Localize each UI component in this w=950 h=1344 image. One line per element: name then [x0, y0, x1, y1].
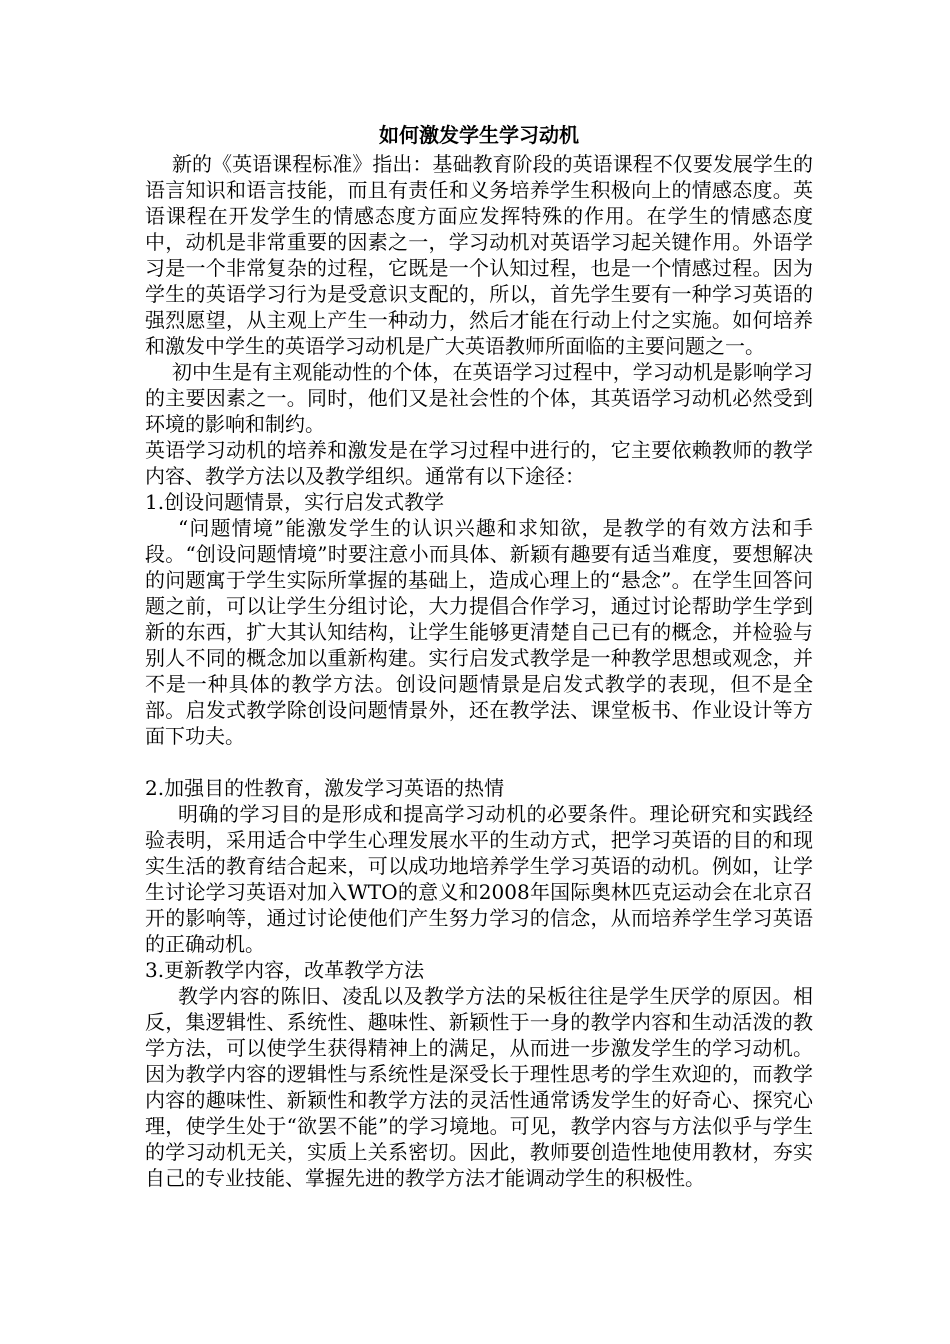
paragraph-junior-students: 初中生是有主观能动性的个体，在英语学习过程中，学习动机是影响学习的主要因素之一。同时，他们又是社会性的个体，其英语学习动机必然受到环境的影响和制约。	[145, 360, 813, 436]
blank-line	[145, 749, 813, 775]
document-page	[145, 121, 813, 1191]
paragraph-approaches: 英语学习动机的培养和激发是在学习过程中进行的，它主要依赖教师的教学内容、教学方法以及教学组织。通常有以下途径：	[145, 438, 813, 488]
paragraph-problem-situation: “问题情境”能激发学生的认识兴趣和求知欲，是教学的有效方法和手段。“创设问题情境”时要注意小而具体、新颖有趣要有适当难度，要想解决的问题寓于学生实际所掌握的基础上，造成心理上的“悬念”。在学生回答问题之前，可以让学生分组讨论，大力提倡合作学习，通过讨论帮助学生学到新的东西，扩大其认知结构，让学生能够更清楚自己已有的概念，并检验与别人不同的概念加以重新构建。实行启发式教学是一种教学思想或观念，并不是一种具体的教学方法。创设问题情景是启发式教学的表现，但不是全部。启发式教学除创设问题情景外，还在教学法、课堂板书、作业设计等方面下功夫。	[145, 516, 813, 748]
paragraph-teaching-content: 教学内容的陈旧、凌乱以及教学方法的呆板往往是学生厌学的原因。相反，集逻辑性、系统性、趣味性、新颖性于一身的教学内容和生动活泼的教学方法，可以使学生获得精神上的满足，从而进一步激发学生的学习动机。因为教学内容的逻辑性与系统性是深受长于理性思考的学生欢迎的，而教学内容的趣味性、新颖性和教学方法的灵活性通常诱发学生的好奇心、探究心理，使学生处于“欲罢不能”的学习境地。可见，教学内容与方法似乎与学生的学习动机无关，实质上关系密切。因此，教师要创造性地使用教材，夯实自己的专业技能、掌握先进的教学方法才能调动学生的积极性。	[145, 984, 813, 1190]
section-heading-2: 2.加强目的性教育，激发学习英语的热情	[145, 776, 505, 800]
paragraph-purpose-education: 明确的学习目的是形成和提高学习动机的必要条件。理论研究和实践经验表明，采用适合中学生心理发展水平的生动方式，把学习英语的目的和现实生活的教育结合起来，可以成功地培养学生学习英语的动机。例如，让学生讨论学习英语对加入WTO的意义和2008年国际奥林匹克运动会在北京召开的影响等，通过讨论使他们产生努力学习的信念，从而培养学生学习英语的正确动机。	[145, 802, 813, 956]
document-title: 如何激发学生学习动机	[379, 123, 579, 147]
section-heading-3: 3.更新教学内容，改革教学方法	[145, 958, 425, 982]
paragraph-intro: 新的《英语课程标准》指出：基础教育阶段的英语课程不仅要发展学生的语言知识和语言技能，而且有责任和义务培养学生积极向上的情感态度。英语课程在开发学生的情感态度方面应发挥特殊的作用。在学生的情感态度中，动机是非常重要的因素之一，学习动机对英语学习起关键作用。外语学习是一个非常复杂的过程，它既是一个认知过程，也是一个情感过程。因为学生的英语学习行为是受意识支配的，所以，首先学生要有一种学习英语的强烈愿望，从主观上产生一种动力，然后才能在行动上付之实施。如何培养和激发中学生的英语学习动机是广大英语教师所面临的主要问题之一。	[145, 152, 813, 358]
section-heading-1: 1.创设问题情景，实行启发式教学	[145, 490, 445, 514]
